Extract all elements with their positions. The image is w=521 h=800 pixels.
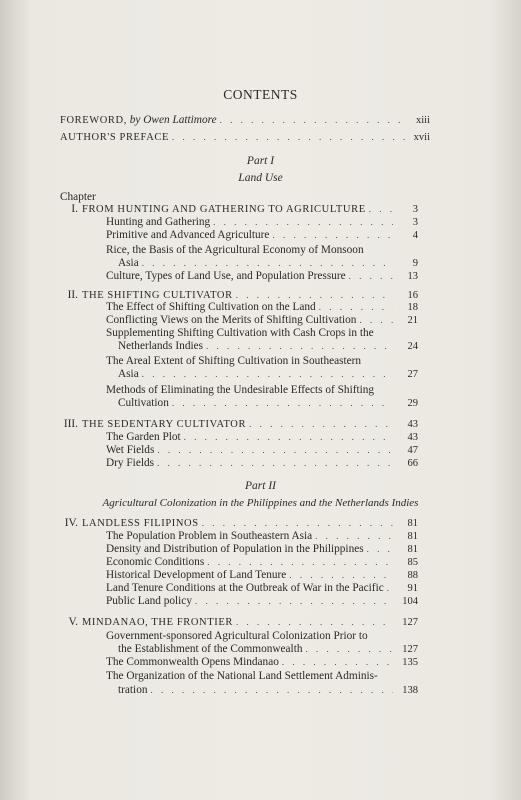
chapter-number: II. (67, 289, 78, 301)
toc-section: the Establishment of the Commonwealth . . . 127 (118, 643, 418, 656)
page-number: 127 (402, 617, 418, 628)
contents-heading: CONTENTS (223, 87, 298, 102)
toc-section: The Garden Plot . . . 43 (106, 431, 418, 444)
toc-section: Density and Distribution of Population in the Philippines . . . 81 (106, 543, 418, 556)
toc-section-line1: Government-sponsored Agricultural Colonization Prior to (106, 630, 368, 642)
chapter-number: I. (71, 203, 78, 215)
leader-dots (220, 114, 405, 127)
toc-section: Culture, Types of Land Use, and Population Pressure . . . 13 (106, 270, 418, 283)
part-1-label: Part I (246, 155, 275, 167)
page-number: xiii (415, 115, 430, 126)
toc-section: Conflicting Views on the Merits of Shifting Cultivation . . . 21 (106, 314, 418, 327)
toc-section: Hunting and Gathering . . . 3 (106, 216, 418, 229)
toc-section: Economic Conditions . . . 85 (106, 556, 418, 569)
toc-section: Asia . . . 9 (118, 257, 418, 270)
chapter-number: V. (68, 616, 78, 628)
page-number: 3 (412, 204, 418, 215)
part-1-title: Land Use (238, 172, 283, 184)
toc-section: The Commonwealth Opens Mindanao . . . 135 (106, 656, 418, 669)
toc-section: Land Tenure Conditions at the Outbreak of War in the Pacific . . . 91 (106, 582, 418, 595)
toc-chapter-2: II. THE SHIFTING CULTIVATOR . . . 16 (50, 289, 418, 302)
toc-section-line1: Rice, the Basis of the Agricultural Economy of Monsoon (106, 244, 364, 256)
toc-author-preface: AUTHOR'S PREFACE . . . xvii (60, 131, 430, 144)
leader-dots (369, 203, 393, 216)
toc-foreword: FOREWORD, by Owen Lattimore . . . xiii (60, 114, 430, 127)
toc-chapter-3: III. THE SEDENTARY CULTIVATOR . . . 43 (50, 418, 418, 431)
toc-section: Asia . . . 27 (118, 368, 418, 381)
chapter-label: Chapter (60, 191, 96, 203)
toc-section: tration . . . 138 (118, 684, 418, 697)
toc-section: The Effect of Shifting Cultivation on the Land . . . 18 (106, 301, 418, 314)
toc-section-line1: Supplementing Shifting Cultivation with Cash Crops in the (106, 327, 374, 339)
toc-section-line1: Methods of Eliminating the Undesirable Effects of Shifting (106, 384, 375, 396)
page-number: 16 (407, 290, 418, 301)
toc-section: Cultivation . . . 29 (118, 397, 418, 410)
toc-section: Netherlands Indies . . . 24 (118, 340, 418, 353)
page-number: 43 (407, 419, 418, 430)
toc-section: Primitive and Advanced Agriculture . . . 4 (106, 229, 418, 242)
toc-section: Historical Development of Land Tenure . . . 88 (106, 569, 418, 582)
part-2-label: Part II (245, 480, 276, 492)
toc-section-line1: The Organization of the National Land Settlement Adminis- (106, 670, 378, 682)
toc-section: Dry Fields . . . 66 (106, 457, 418, 470)
toc-section-line1: The Areal Extent of Shifting Cultivation in Southeastern (106, 355, 362, 367)
chapter-number: IV. (64, 517, 78, 529)
toc-section: Wet Fields . . . 47 (106, 444, 418, 457)
leader-dots (172, 131, 405, 144)
toc-chapter-1: I. FROM HUNTING AND GATHERING TO AGRICULTURE . . . 3 (50, 203, 418, 216)
page-number: xvii (413, 132, 430, 143)
toc-section: The Population Problem in Southeastern Asia . . . 81 (106, 530, 418, 543)
page-number: 81 (407, 518, 418, 529)
part-2-title: Agricultural Colonization in the Philippines and the Netherlands Indies (102, 497, 419, 509)
toc-chapter-5: V. MINDANAO, THE FRONTIER . . . 127 (50, 616, 418, 629)
toc-section: Public Land policy . . . 104 (106, 595, 418, 608)
toc-chapter-4: IV. LANDLESS FILIPINOS . . . 81 (50, 517, 418, 530)
chapter-number: III. (63, 418, 78, 430)
